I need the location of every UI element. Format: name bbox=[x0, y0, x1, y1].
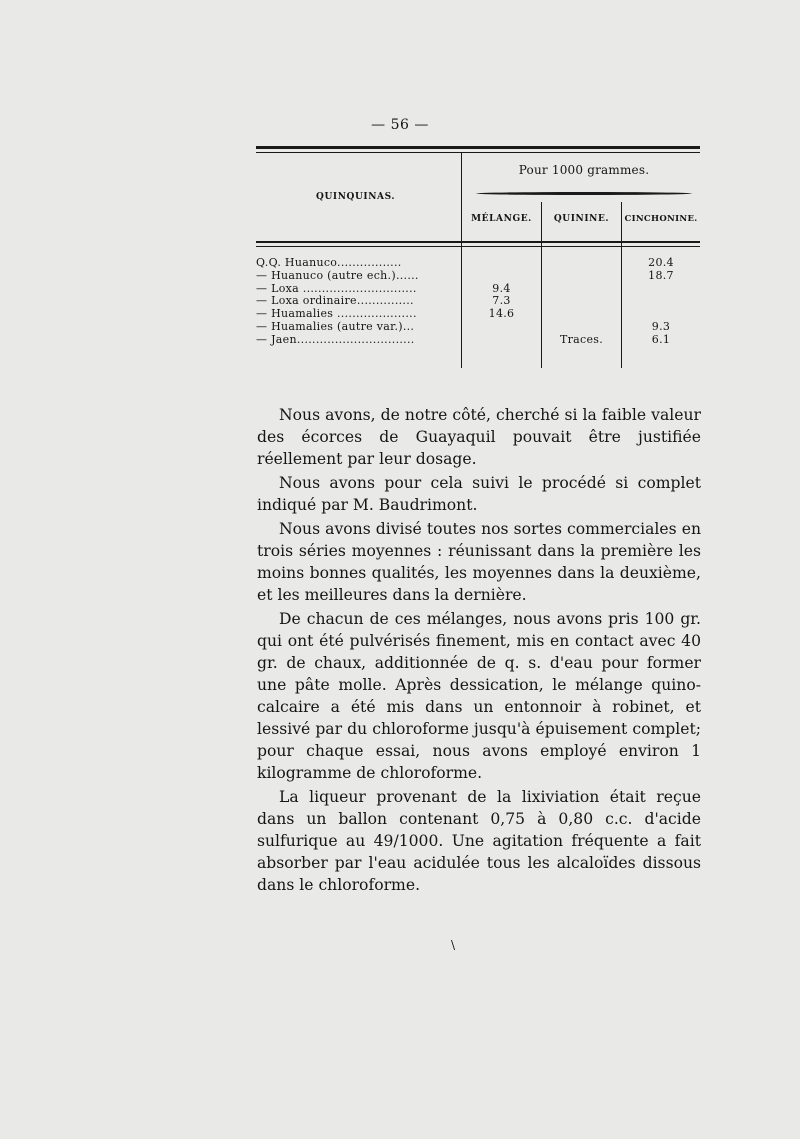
row-name: — Huanuco (autre ech.)...... bbox=[256, 269, 419, 282]
stray-mark: \ bbox=[451, 938, 456, 952]
paragraph: Nous avons pour cela suivi le procédé si complet indiqué par M. Baudrimont. bbox=[257, 474, 701, 514]
table-row bbox=[256, 295, 700, 308]
cell-cinchonine: 18.7 bbox=[648, 268, 674, 282]
table-header-rule-thin bbox=[256, 246, 700, 247]
cell-melange: 14.6 bbox=[488, 307, 515, 321]
table-body bbox=[256, 257, 700, 347]
row-name: Q.Q. Huanuco................. bbox=[256, 257, 402, 269]
table-row bbox=[256, 334, 700, 347]
paragraph: De chacun de ces mélanges, nous avons pris 100 gr. qui ont été pulvérisés finement, mis en contact avec 40 gr. de chaux, additionnée de q. s. d'eau pour former une pâte molle. Après dessication, le mélange quino-calcaire a été mis dans un entonnoir à robinet, et lessivé par du chloroforme jusqu'à épuisement complet; pour chaque essai, nous avons employé environ 1 kilogramme de chloroforme. bbox=[257, 610, 701, 782]
body-text bbox=[257, 404, 701, 898]
table-row bbox=[256, 270, 700, 283]
table-header-rule bbox=[256, 241, 700, 243]
paragraph: Nous avons, de notre côté, cherché si la faible valeur des écorces de Guayaquil pouvait être justifiée réellement par leur dosage. bbox=[257, 406, 701, 468]
row-name: — Jaen............................... bbox=[256, 333, 415, 346]
table-row bbox=[256, 283, 700, 296]
cell-melange: 9.4 bbox=[492, 281, 511, 295]
row-name: — Loxa ordinaire............... bbox=[256, 295, 414, 308]
header-pour-1000-grammes: Pour 1000 grammes. bbox=[518, 163, 650, 177]
row-name: — Huamalies (autre var.)... bbox=[256, 320, 415, 333]
paragraph: La liqueur provenant de la lixiviation était reçue dans un ballon contenant 0,75 à 0,80 c.c. d'acide sulfurique au 49/1000. Une agitation fréquente a fait absorber par l'eau acidulée tous les alcaloïdes dissous dans le chloroforme. bbox=[257, 788, 701, 894]
cell-quinine: Traces. bbox=[559, 332, 604, 346]
table-row bbox=[256, 257, 700, 270]
table-row bbox=[256, 321, 700, 334]
row-name: — Huamalies ..................... bbox=[256, 308, 417, 321]
cell-cinchonine: 9.3 bbox=[651, 319, 671, 333]
row-name: — Loxa .............................. bbox=[256, 282, 417, 295]
table-row bbox=[256, 308, 700, 321]
paragraph: Nous avons divisé toutes nos sortes commerciales en trois séries moyennes : réunissant dans la première les moins bonnes qualités, les moyennes dans la deuxième, et les meilleures dans la dernière. bbox=[257, 520, 701, 604]
table-top-rule-thin bbox=[256, 152, 700, 153]
cell-melange: 7.3 bbox=[492, 294, 511, 308]
header-melange: MÉLANGE. bbox=[471, 214, 532, 224]
header-cinchonine: CINCHONINE. bbox=[624, 214, 698, 224]
page-number: — 56 — bbox=[371, 117, 429, 133]
cell-cinchonine: 20.4 bbox=[648, 256, 674, 269]
cell-cinchonine: 6.1 bbox=[651, 332, 671, 346]
group-header-rule bbox=[476, 192, 692, 195]
header-quinquinas: QUINQUINAS. bbox=[316, 192, 396, 202]
table-top-rule bbox=[256, 146, 700, 149]
header-quinine: QUININE. bbox=[553, 214, 610, 224]
